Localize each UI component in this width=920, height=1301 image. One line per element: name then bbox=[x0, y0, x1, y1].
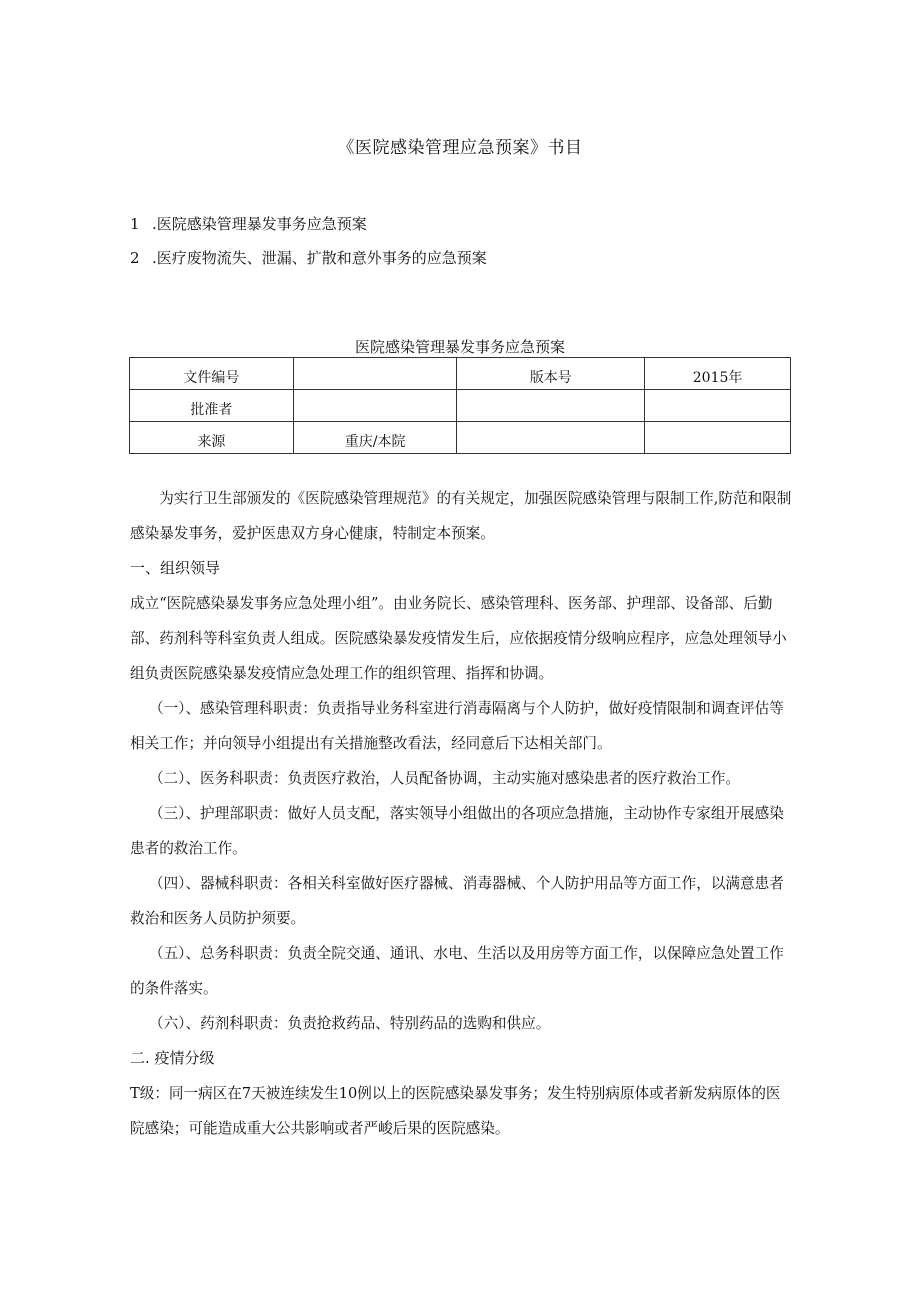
toc-item bbox=[130, 241, 790, 275]
organization-paragraph: 成立“医院感染暴发事务应急处理小组”。由业务院长、感染管理科、医务部、护理部、设备部、后勤部、药剂科等科室负责人组成。医院感染暴发疫情发生后，应依据疫情分级响应程序，应急处理领导小组负责医院感染暴发疫情应急处理工作的组织管理、指挥和协调。 bbox=[130, 595, 787, 682]
table-cell bbox=[457, 422, 645, 454]
duty-paragraph: （六）、药剂科职责：负责抢救药品、特别药品的选购和供应。 bbox=[148, 1015, 551, 1032]
grading-paragraph: T级：同一病区在7天被连续发生10例以上的医院感染暴发事务；发生特别病原体或者新发病原体的医院感染；可能造成重大公共影响或者严峻后果的医院感染。 bbox=[130, 1085, 781, 1137]
table-cell bbox=[293, 390, 457, 422]
toc-item bbox=[130, 207, 790, 241]
toc-text: .医疗废物流失、泄漏、扩散和意外事务的应急预案 bbox=[152, 249, 487, 267]
document-body bbox=[130, 481, 792, 1146]
table-cell: 来源 bbox=[130, 422, 294, 454]
table-cell: 批准者 bbox=[130, 390, 294, 422]
table-cell bbox=[457, 390, 645, 422]
heading-organization: 一、组织领导 bbox=[130, 559, 221, 577]
table-row bbox=[130, 358, 791, 390]
duty-paragraph: （一）、感染管理科职责：负责指导业务科室进行消毒隔离与个人防护，做好疫情限制和调查评估等相关工作；并向领导小组提出有关措施整改看法，经同意后下达相关部门。 bbox=[130, 700, 784, 752]
heading-epidemic-grading: 二. 疫情分级 bbox=[130, 1049, 215, 1067]
document-title: 《医院感染管理应急预案》书目 bbox=[337, 138, 583, 158]
document-info-table bbox=[129, 357, 791, 454]
table-cell bbox=[645, 390, 791, 422]
table-cell: 重庆/本院 bbox=[293, 422, 457, 454]
table-of-contents bbox=[130, 207, 790, 275]
duty-paragraph: （四）、器械科职责：各相关科室做好医疗器械、消毒器械、个人防护用品等方面工作，以满意患者救治和医务人员防护须要。 bbox=[130, 875, 784, 927]
section-title: 医院感染管理暴发事务应急预案 bbox=[354, 338, 565, 356]
duty-paragraph: （三）、护理部职责：做好人员支配，落实领导小组做出的各项应急措施，主动协作专家组开展感染患者的救治工作。 bbox=[130, 805, 784, 857]
duty-paragraph: （二）、医务科职责：负责医疗救治，人员配备协调，主动实施对感染患者的医疗救治工作。 bbox=[148, 770, 741, 787]
duty-paragraph: （五）、总务科职责：负责全院交通、通讯、水电、生活以及用房等方面工作，以保障应急处置工作的条件落实。 bbox=[130, 945, 784, 997]
toc-number: 2 bbox=[130, 249, 140, 267]
table-cell: 文件编号 bbox=[130, 358, 294, 390]
table-cell: 版本号 bbox=[457, 358, 645, 390]
table-row bbox=[130, 390, 791, 422]
intro-paragraph: 为实行卫生部颁发的《医院感染管理规范》的有关规定，加强医院感染管理与限制工作,防范和限制感染暴发事务，爱护医患双方身心健康，特制定本预案。 bbox=[130, 490, 792, 542]
table-cell bbox=[645, 422, 791, 454]
table-row bbox=[130, 422, 791, 454]
table-cell bbox=[293, 358, 457, 390]
toc-number: 1 bbox=[130, 215, 140, 233]
table-cell: 2015年 bbox=[645, 358, 791, 390]
toc-text: .医院感染管理暴发事务应急预案 bbox=[152, 215, 367, 233]
